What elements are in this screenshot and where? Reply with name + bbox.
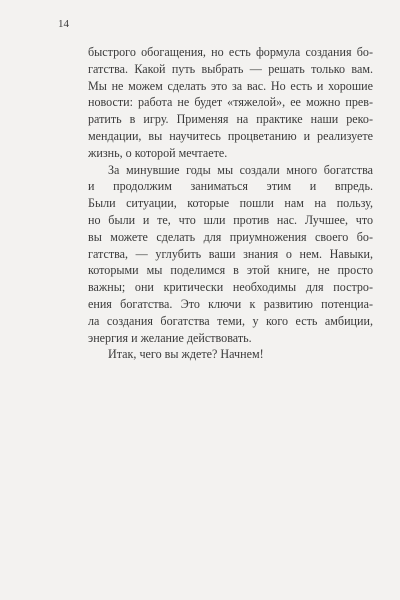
text-line: энергия и желание действовать. [88, 330, 252, 345]
text-line: ла создания богатства теми, у кого есть амбиции, [88, 313, 373, 328]
text-line: важны; они критически необходимы для постро- [88, 280, 373, 295]
page-number: 14 [58, 18, 69, 30]
paragraph-2 [88, 162, 373, 347]
text-line: быстрого обогащения, но есть формула создания бо- [88, 45, 373, 59]
text-line: За минувшие годы мы создали много богатства [108, 162, 373, 177]
text-line: Итак, чего вы ждете? Начнем! [108, 347, 264, 362]
text-line: но были и те, что шли против нас. Лучшее, что [88, 212, 373, 227]
text-line: гатства, — углубить ваши знания о нем. Навыки, [88, 246, 373, 261]
text-line: ения богатства. Это ключи к развитию потенциа- [88, 296, 373, 311]
text-line: жизнь, о которой мечтаете. [88, 145, 228, 160]
text-line: которыми мы поделимся в этой книге, не просто [88, 263, 373, 278]
text-line: вы можете сделать для приумножения своего бо- [88, 229, 373, 244]
body-text [88, 44, 373, 363]
text-line: Мы не можем сделать это за вас. Но есть и хорошие [88, 78, 373, 93]
text-line: и продолжим заниматься этим и впредь. [88, 179, 373, 194]
paragraph-3 [88, 346, 373, 363]
text-line: Были ситуации, которые пошли нам на пользу, [88, 196, 373, 211]
text-line: мендации, вы научитесь процветанию и реализуете [88, 128, 373, 143]
text-line: новости: работа не будет «тяжелой», ее можно прев- [88, 95, 373, 110]
paragraph-1 [88, 44, 373, 162]
text-line: гатства. Какой путь выбрать — решать только вам. [88, 61, 373, 76]
text-line: ратить в игру. Применяя на практике наши реко- [88, 112, 373, 127]
